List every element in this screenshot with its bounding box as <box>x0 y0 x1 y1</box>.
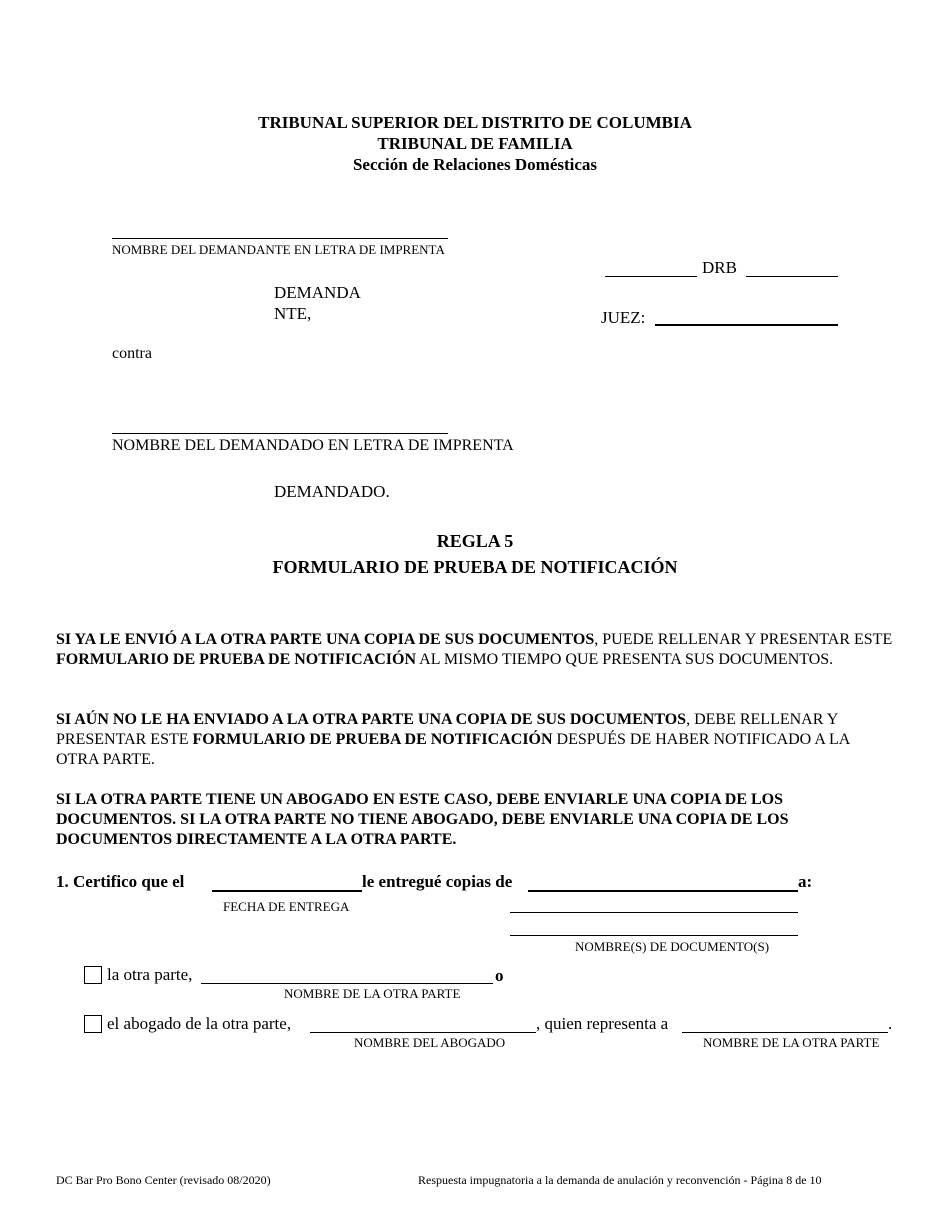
defendant-name-label: NOMBRE DEL DEMANDADO EN LETRA DE IMPRENTA <box>112 437 514 454</box>
documents-line-2[interactable] <box>510 912 798 913</box>
other-party-checkbox[interactable] <box>84 966 102 984</box>
instruction-1-text: , PUEDE RELLENAR Y PRESENTAR ESTE <box>594 631 893 648</box>
instruction-2-text: , DEBE RELLENAR Y PRESENTAR ESTE <box>56 711 838 748</box>
represents-text: , quien representa a <box>536 1014 669 1033</box>
form-title: FORMULARIO DE PRUEBA DE NOTIFICACIÓN <box>272 557 678 577</box>
or-text: o <box>495 966 504 985</box>
represented-party-label: NOMBRE DE LA OTRA PARTE <box>703 1035 880 1050</box>
instruction-paragraph-1 <box>56 630 896 670</box>
drb-label: DRB <box>702 258 737 277</box>
case-number-suffix-line[interactable] <box>746 276 838 277</box>
case-number-prefix-line[interactable] <box>605 276 697 277</box>
other-party-name-label: NOMBRE DE LA OTRA PARTE <box>284 986 461 1001</box>
documents-label: NOMBRE(S) DE DOCUMENTO(S) <box>575 939 770 954</box>
delivery-date-label: FECHA DE ENTREGA <box>223 899 350 914</box>
other-party-name-line[interactable] <box>201 983 493 984</box>
plaintiff-word-1: DEMANDA <box>274 283 361 302</box>
court-section: Sección de Relaciones Domésticas <box>352 155 598 174</box>
versus-text: contra <box>112 345 152 362</box>
footer-left: DC Bar Pro Bono Center (revisado 08/2020) <box>56 1173 271 1187</box>
attorney-name-label: NOMBRE DEL ABOGADO <box>354 1035 506 1050</box>
instruction-2-bold: SI AÚN NO LE HA ENVIADO A LA OTRA PARTE UNA COPIA DE SUS DOCUMENTOS <box>56 711 687 728</box>
judge-label: JUEZ: <box>601 308 646 327</box>
rule-title: REGLA 5 <box>436 531 514 551</box>
plaintiff-name-line[interactable] <box>112 238 448 239</box>
judge-name-line[interactable] <box>655 324 838 326</box>
attorney-checkbox[interactable] <box>84 1015 102 1033</box>
court-name: TRIBUNAL SUPERIOR DEL DISTRITO DE COLUMBIA <box>258 113 692 132</box>
footer-right: Respuesta impugnatoria a la demanda de anulación y reconvención - Página 8 de 10 <box>418 1173 822 1187</box>
period-text: . <box>888 1014 893 1033</box>
instruction-paragraph-2 <box>56 710 896 770</box>
plaintiff-name-label: NOMBRE DEL DEMANDANTE EN LETRA DE IMPRENTA <box>112 242 445 257</box>
instruction-2-bold-2: FORMULARIO DE PRUEBA DE NOTIFICACIÓN <box>192 731 553 748</box>
court-division: TRIBUNAL DE FAMILIA <box>377 134 573 153</box>
instruction-1-bold: SI YA LE ENVIÓ A LA OTRA PARTE UNA COPIA DE SUS DOCUMENTOS <box>56 631 595 648</box>
represented-party-line[interactable] <box>682 1032 888 1033</box>
instruction-paragraph-3 <box>56 790 896 850</box>
attorney-name-line[interactable] <box>310 1032 536 1033</box>
defendant-name-line[interactable] <box>112 433 448 434</box>
documents-line-1[interactable] <box>528 890 798 892</box>
defendant-word: DEMANDADO. <box>274 482 390 501</box>
instruction-2-text-2: DESPUÉS DE HABER NOTIFICADO A LA OTRA PARTE. <box>56 731 850 768</box>
certify-middle: le entregué copias de <box>362 872 513 891</box>
certify-suffix: a: <box>798 872 813 891</box>
other-party-text: la otra parte, <box>107 965 193 984</box>
instruction-3-bold: SI LA OTRA PARTE TIENE UN ABOGADO EN ESTE CASO, DEBE ENVIARLE UNA COPIA DE LOS DOCUMENTOS. SI LA OTRA PARTE NO TIENE ABOGADO, DEBE ENVIARLE UNA COPIA DE LOS DOCUMENTOS DIRECTAMENTE A LA OTRA PARTE. <box>56 791 789 848</box>
instruction-1-bold-2: FORMULARIO DE PRUEBA DE NOTIFICACIÓN <box>56 651 417 668</box>
certify-prefix: 1. Certifico que el <box>56 872 185 891</box>
attorney-text: el abogado de la otra parte, <box>107 1014 292 1033</box>
plaintiff-word-2: NTE, <box>274 304 312 323</box>
documents-line-3[interactable] <box>510 935 798 936</box>
delivery-date-line[interactable] <box>212 890 362 892</box>
instruction-1-text-2: AL MISMO TIEMPO QUE PRESENTA SUS DOCUMENTOS. <box>416 651 834 668</box>
